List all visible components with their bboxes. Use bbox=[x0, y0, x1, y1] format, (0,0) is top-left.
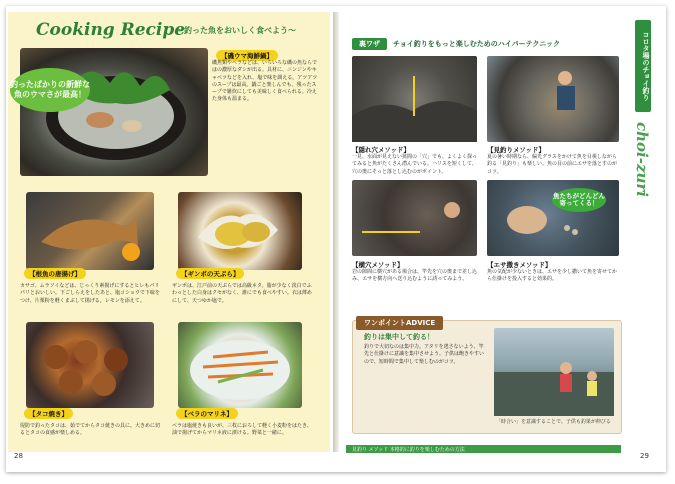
advice-photo bbox=[494, 328, 614, 416]
hidden-hole-text: 一見、水面が見えない狭間の「穴」でも、よくよく探ってみると魚がたくさん潜んでいる。ハリスを短くして、穴の奥にそっと落とし込むのがポイント。 bbox=[352, 154, 478, 175]
takoyaki-label: 【タコ焼き】 bbox=[24, 408, 73, 419]
nabe-text: 磯魚類やベラなどは、いろいろな磯の魚ならではの濃厚なダシが出る。具材に、ニンジンやキャベツなどを入れ、塩で味を調える。アツアツのスープは最高。鍋ごと楽しんでも、残ったスープで雑炊にしても美味しく食べられる。冷えた身体も温まる。 bbox=[212, 60, 318, 103]
karaage-photo bbox=[26, 192, 154, 270]
technique-header bbox=[352, 38, 610, 50]
advice-heading: 釣りは集中して釣る！ bbox=[364, 333, 434, 341]
side-hole-photo bbox=[352, 180, 477, 256]
nabe-label: 【磯ウマ海鮮鍋】 bbox=[216, 50, 278, 61]
page-number-left: 28 bbox=[14, 452, 23, 460]
recipe-subtitle: ～釣った魚をおいしく食べよう～ bbox=[176, 26, 296, 35]
takoyaki-illustration bbox=[26, 322, 154, 408]
advice-text: 釣りで大切なのは集中力。アタリを逃さないよう、竿先と仕掛けに意識を集中させよう。子供は飽きやすいので、短時間で集中して楽しむのがコツ。 bbox=[364, 344, 485, 365]
chapter-sidebar bbox=[630, 12, 660, 452]
takoyaki-photo bbox=[26, 322, 154, 408]
tempura-text: ギンポは、江戸前の天ぷらでは高級ネタ。脂が少なく淡白でふわっとした白身はクセがなく、誰にでも食べやすい。衣は薄めにして、天つゆか塩で。 bbox=[172, 283, 312, 304]
urawaza-tag: 裏ワザ bbox=[352, 38, 387, 50]
karaage-label: 【根魚の唐揚げ】 bbox=[24, 268, 86, 279]
marinade-label: 【ベラのマリネ】 bbox=[176, 408, 238, 419]
sight-fishing-photo bbox=[487, 56, 619, 142]
side-hole-label: 【横穴メソッド】 bbox=[352, 261, 404, 269]
technique-title: チョイ釣りをもっと楽しむためのハイパーテクニック bbox=[393, 40, 560, 48]
marinade-photo bbox=[178, 322, 302, 408]
speech-bubble: 釣ったばかりの新鮮な魚のウマさが最高！ bbox=[10, 68, 90, 112]
side-hole-text: 岩の隙間に横穴がある場合は、竿先を穴の奥まで差し込み、エサを横方向へ送り込むように誘ってみよう。 bbox=[352, 269, 478, 283]
takoyaki-text: 堤防で釣ったタコは、茹でてからタコ焼きの具に。大きめに切るとタコの食感が楽しめる。 bbox=[20, 423, 161, 437]
tempura-label: 【ギンポの天ぷら】 bbox=[176, 268, 244, 279]
chapter-latin: choi-zuri bbox=[633, 122, 651, 197]
rocks-illustration bbox=[352, 56, 477, 142]
side-hole-illustration bbox=[352, 180, 477, 256]
page-number-right: 29 bbox=[640, 452, 649, 460]
hidden-hole-label: 【隠れ穴メソッド】 bbox=[352, 146, 410, 154]
bait-text: 魚の気配が少ないときは、エサを少し撒いて魚を寄せてから仕掛けを投入すると効果的。 bbox=[487, 269, 618, 283]
gutter bbox=[333, 12, 339, 452]
sight-fishing-text: 夏の暑い時期なら、偏光グラスをかけて魚を目視しながら釣る「見釣り」も楽しい。魚の目の前にエサを落とすのがコツ。 bbox=[487, 154, 618, 175]
fish-bubble: 魚たちがどんどん寄ってくる！ bbox=[552, 188, 606, 212]
tempura-photo bbox=[178, 192, 302, 270]
advice-caption: 「時合い」を意識することで、子供も釣果が伸びる bbox=[496, 419, 611, 425]
kids-fishing-illustration bbox=[494, 328, 614, 416]
advice-tag: ワンポイントADVICE bbox=[356, 316, 443, 330]
marinade-illustration bbox=[178, 322, 302, 408]
footer-bar: 見釣り メソッド 本格的に釣りを楽しむための方法 bbox=[346, 445, 621, 453]
angler-illustration bbox=[487, 56, 619, 142]
hidden-hole-photo bbox=[352, 56, 477, 142]
bait-label: 【エサ撒きメソッド】 bbox=[487, 261, 552, 269]
marinade-text: ベラは塩焼きも良いが、三枚におろして軽く小麦粉をはたき、油で揚げてからマリネ液に漬ける。野菜と一緒に。 bbox=[172, 423, 312, 437]
sight-fishing-label: 【見釣りメソッド】 bbox=[487, 146, 545, 154]
karaage-illustration bbox=[26, 192, 154, 270]
recipe-title: Cooking Recipe bbox=[36, 20, 186, 40]
karaage-text: カサゴ、ムラソイなどは、じっくり素揚げにするとヒレもパリパリとおいしい。下ごしらえをしたあと、塩コショウで下味をつけ、片栗粉を軽くまぶして揚げる。レモンを添えて。 bbox=[20, 283, 160, 304]
tempura-illustration bbox=[178, 192, 302, 270]
chapter-tag: コロタ場のチョイ釣り bbox=[635, 20, 651, 112]
